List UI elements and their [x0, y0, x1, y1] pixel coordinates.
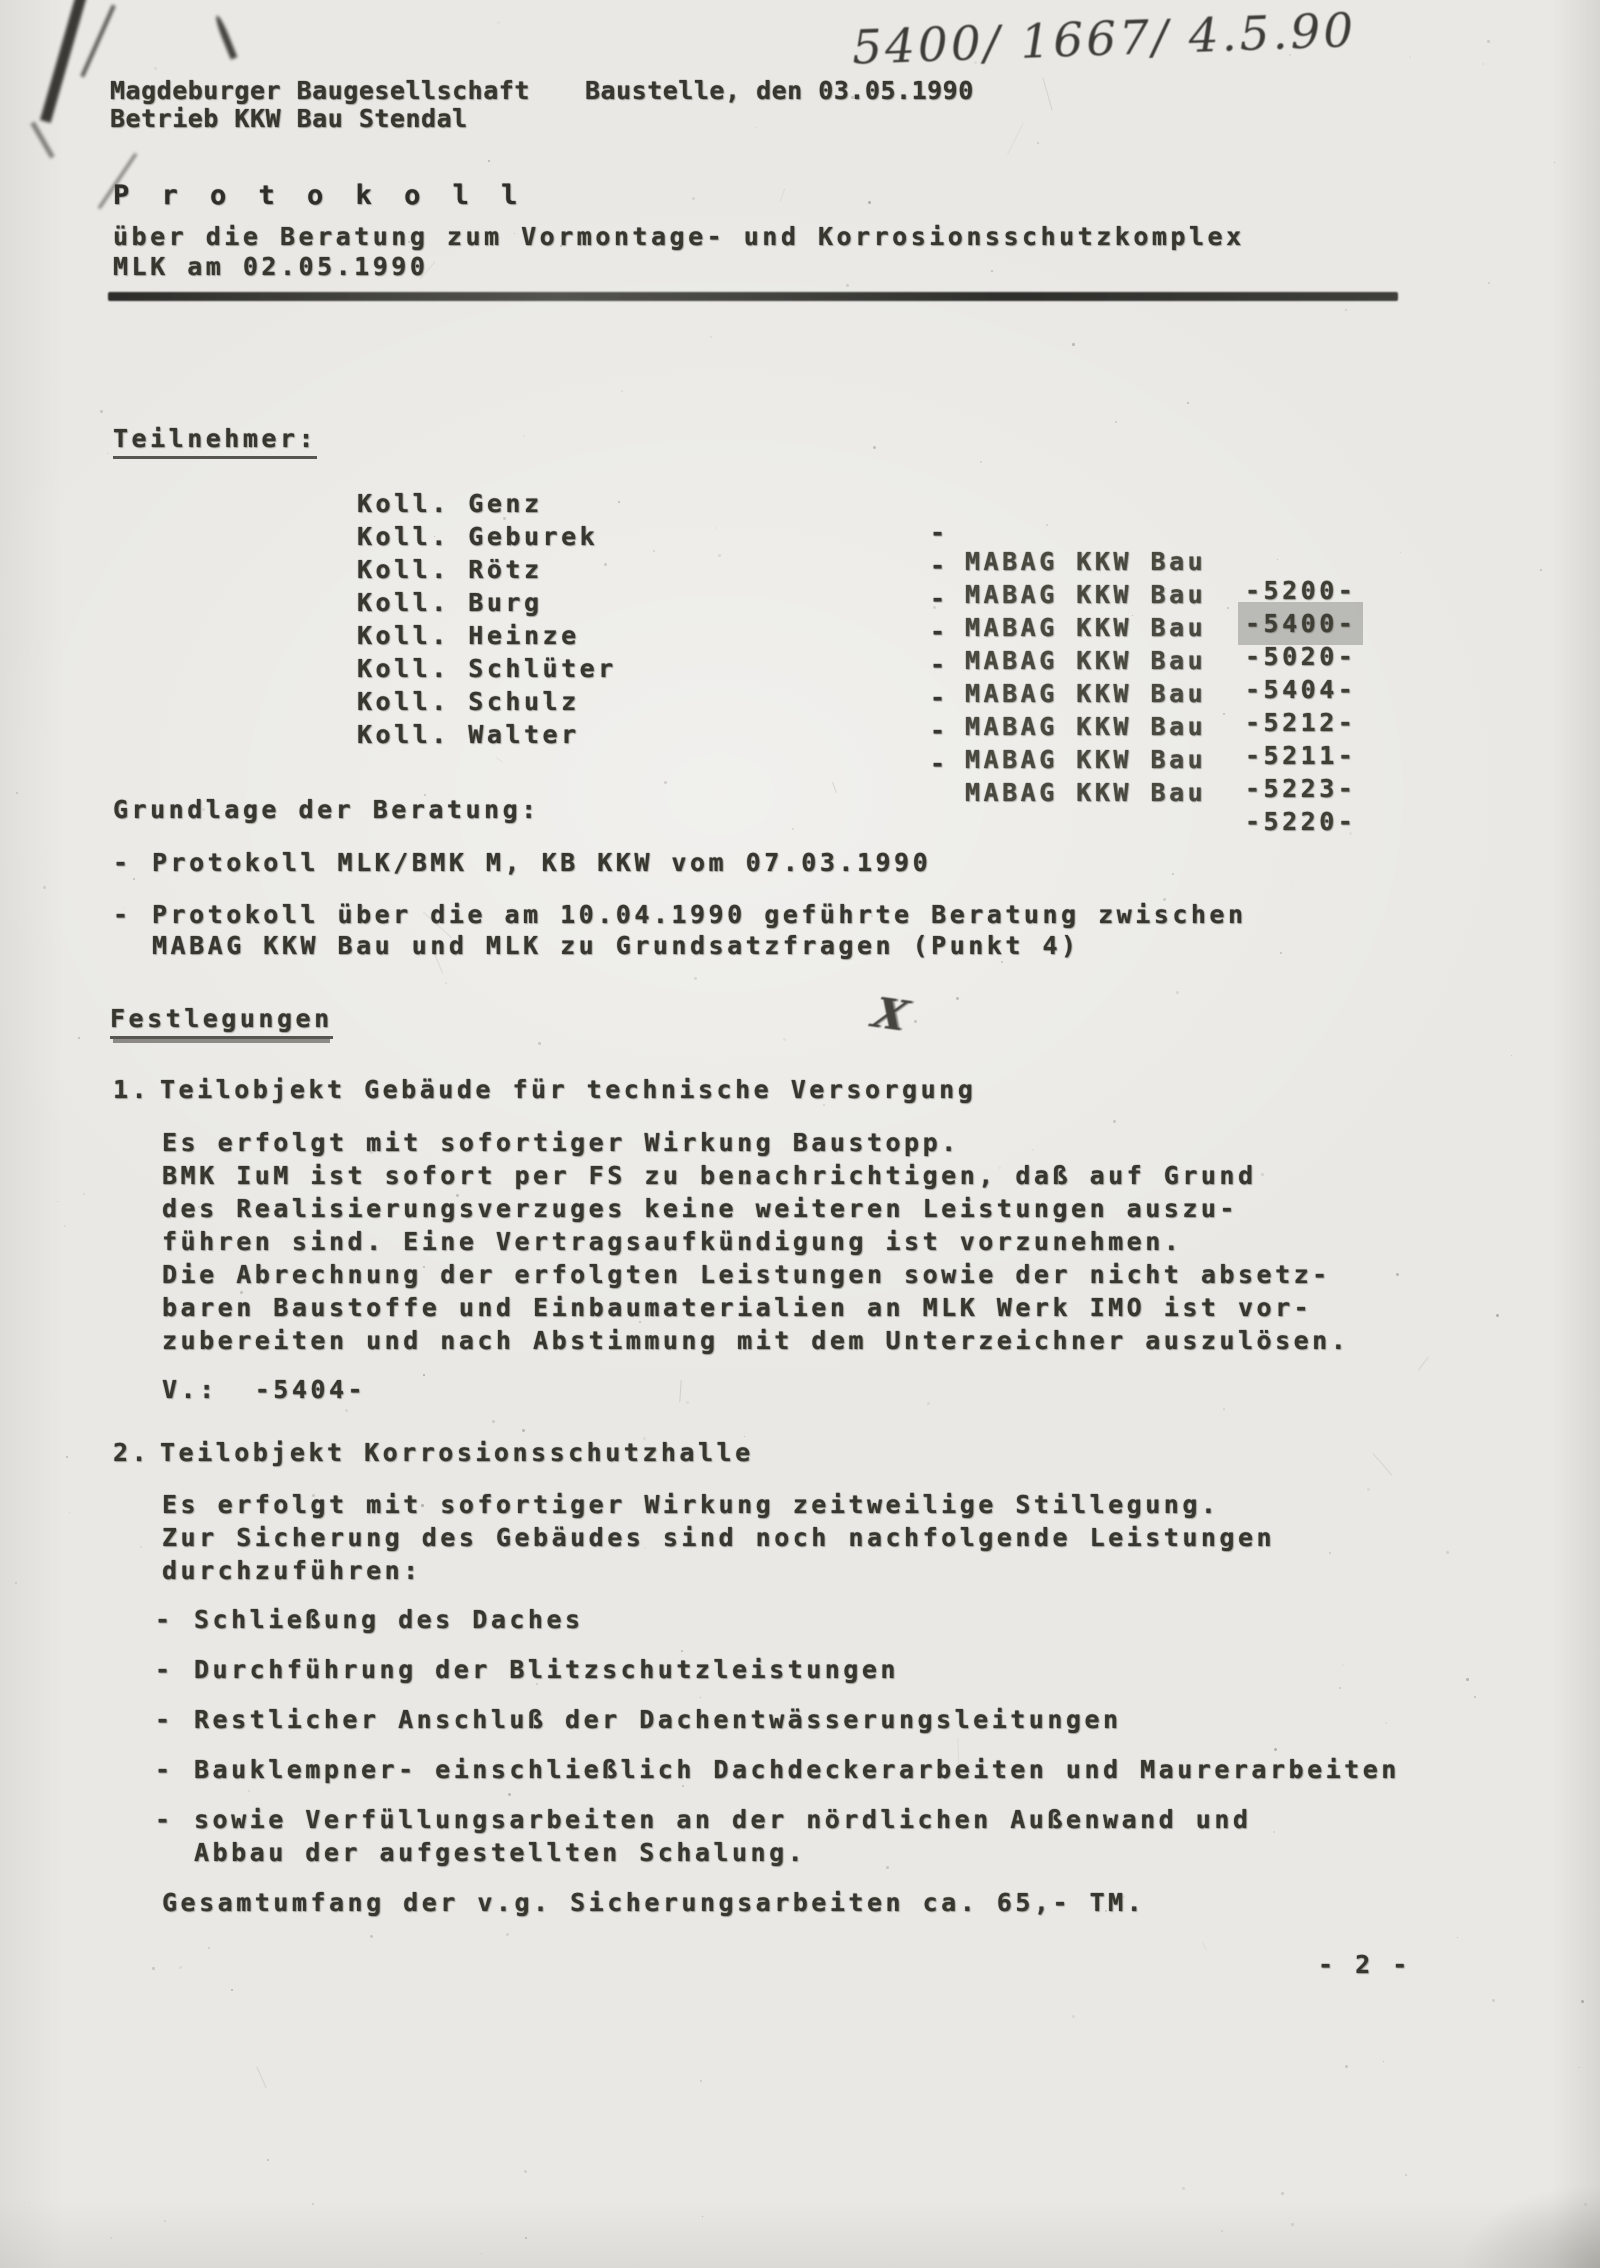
participant-affiliation: MABAG KKW Bau — [965, 778, 1207, 807]
participant-affiliation: MABAG KKW Bau — [965, 712, 1207, 741]
scan-corner-shadow — [1340, 2108, 1600, 2268]
scan-smudge — [80, 5, 115, 78]
securing-item: Bauklempner- einschließlich Dachdeckerarbeiten und Maurerarbeiten — [194, 1755, 1400, 1784]
dash-separator: - — [930, 551, 949, 580]
scan-smudge — [40, 0, 87, 123]
participant-affiliation: MABAG KKW Bau — [965, 679, 1207, 708]
subtitle-line2: MLK am 02.05.1990 — [113, 252, 429, 281]
org-name-line1: Magdeburger Baugesellschaft — [110, 76, 530, 105]
dash-separator: - — [930, 749, 949, 778]
participant-code-highlighted: -5400- — [1245, 609, 1357, 638]
section2-title: Teilobjekt Korrosionsschutzhalle — [160, 1438, 754, 1467]
section2-body-line: durchzuführen: — [162, 1556, 422, 1585]
bullet-dash: - — [155, 1805, 174, 1834]
findings-heading: Festlegungen — [110, 1004, 333, 1039]
dash-separator: - — [930, 617, 949, 646]
participant-code: -5200- — [1245, 576, 1357, 605]
section2-body-line: Es erfolgt mit sofortiger Wirkung zeitweilige Stillegung. — [162, 1490, 1220, 1519]
participant-name: Koll. Heinze — [357, 621, 580, 650]
bullet-dash: - — [155, 1755, 174, 1784]
securing-item: Restlicher Anschluß der Dachentwässerungsleitungen — [194, 1705, 1122, 1734]
dash-separator: - — [930, 683, 949, 712]
participant-code: -5223- — [1245, 774, 1357, 803]
basis-heading: Grundlage der Beratung: — [113, 795, 540, 824]
org-name-line2: Betrieb KKW Bau Stendal — [110, 104, 468, 133]
place-date: Baustelle, den 03.05.1990 — [585, 76, 974, 105]
handwritten-x-mark: X — [867, 988, 917, 1041]
dash-separator: - — [930, 650, 949, 679]
section1-title: Teilobjekt Gebäude für technische Versorgung — [160, 1075, 977, 1104]
section1-body-line: baren Baustoffe und Einbaumaterialien an MLK Werk IMO ist vor- — [162, 1293, 1313, 1322]
participant-name: Koll. Schulz — [357, 687, 580, 716]
securing-item: Schließung des Daches — [194, 1605, 584, 1634]
participant-code: -5404- — [1245, 675, 1357, 704]
securing-item: Durchführung der Blitzschutzleistungen — [194, 1655, 899, 1684]
participant-name: Koll. Rötz — [357, 555, 543, 584]
securing-item-line2: Abbau der aufgestellten Schalung. — [194, 1838, 807, 1867]
section1-body-line: Es erfolgt mit sofortiger Wirkung Baustopp. — [162, 1128, 960, 1157]
section1-body-line: des Realisierungsverzuges keine weiteren Leistungen auszu- — [162, 1194, 1238, 1223]
dash-separator: - — [930, 584, 949, 613]
bullet-dash: - — [155, 1705, 174, 1734]
participant-affiliation: MABAG KKW Bau — [965, 646, 1207, 675]
handwritten-note: 5400/ 1667/ 4.5.90 — [851, 3, 1358, 76]
participant-code: -5211- — [1245, 741, 1357, 770]
page-title: P r o t o k o l l — [113, 180, 526, 211]
section1-body-line: führen sind. Eine Vertragsaufkündigung ist vorzunehmen. — [162, 1227, 1183, 1256]
bullet-dash: - — [113, 848, 132, 877]
scan-smudge — [30, 121, 54, 158]
bullet-dash: - — [155, 1655, 174, 1684]
basis-item-line1: Protokoll über die am 10.04.1990 geführte Beratung zwischen — [152, 900, 1247, 929]
participant-name: Koll. Schlüter — [357, 654, 617, 683]
bullet-dash: - — [155, 1605, 174, 1634]
participant-affiliation: MABAG KKW Bau — [965, 547, 1207, 576]
section2-number: 2. — [113, 1438, 151, 1467]
participant-name: Koll. Geburek — [357, 522, 599, 551]
section1-body-line: BMK IuM ist sofort per FS zu benachrichtigen, daß auf Grund — [162, 1161, 1257, 1190]
dash-separator: - — [930, 716, 949, 745]
participant-name: Koll. Walter — [357, 720, 580, 749]
section2-summary: Gesamtumfang der v.g. Sicherungsarbeiten ca. 65,- TM. — [162, 1888, 1146, 1917]
section1-number: 1. — [113, 1075, 151, 1104]
page-number: - 2 - — [1318, 1950, 1411, 1979]
dash-separator: - — [930, 518, 949, 547]
participant-code: -5212- — [1245, 708, 1357, 737]
participant-affiliation: MABAG KKW Bau — [965, 613, 1207, 642]
participant-affiliation: MABAG KKW Bau — [965, 745, 1207, 774]
section2-body-line: Zur Sicherung des Gebäudes sind noch nachfolgende Leistungen — [162, 1523, 1276, 1552]
title-rule — [108, 292, 1398, 301]
subtitle-line1: über die Beratung zum Vormontage- und Korrosionsschutzkomplex — [113, 222, 1245, 251]
participant-name: Koll. Genz — [357, 489, 543, 518]
bullet-dash: - — [113, 900, 132, 929]
participant-name: Koll. Burg — [357, 588, 543, 617]
basis-item-line2: MABAG KKW Bau und MLK zu Grundsatzfragen (Punkt 4) — [152, 931, 1080, 960]
basis-item: Protokoll MLK/BMK M, KB KKW vom 07.03.1990 — [152, 848, 932, 877]
section1-responsible: V.: -5404- — [162, 1375, 367, 1404]
section1-body-line: Die Abrechnung der erfolgten Leistungen sowie der nicht absetz- — [162, 1260, 1331, 1289]
securing-item-line1: sowie Verfüllungsarbeiten an der nördlichen Außenwand und — [194, 1805, 1252, 1834]
participants-label: Teilnehmer: — [113, 424, 317, 459]
scan-smudge — [214, 14, 238, 59]
section1-body-line: zubereiten und nach Abstimmung mit dem Unterzeichner auszulösen. — [162, 1326, 1350, 1355]
participant-code: -5020- — [1245, 642, 1357, 671]
participant-affiliation: MABAG KKW Bau — [965, 580, 1207, 609]
participant-code: -5220- — [1245, 807, 1357, 836]
